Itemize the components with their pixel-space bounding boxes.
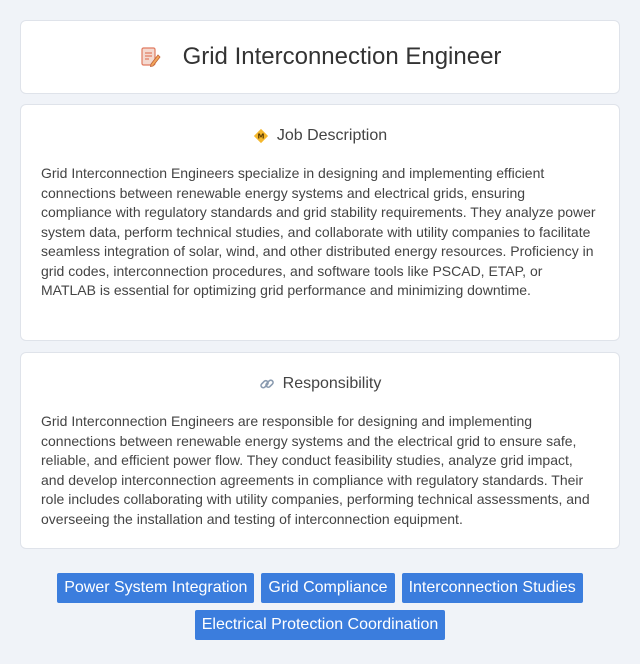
title-card <box>20 20 620 94</box>
page-title: Grid Interconnection Engineer <box>182 43 502 70</box>
responsibility-text: Grid Interconnection Engineers are responsible for designing and implementing connections between renewable energy systems and the electrical grid to ensure safe, reliable, and efficient power flow. They conduct feasibility studies, analyze grid impact, and develop interconnection agreements in compliance with regulatory standards. Their role includes collaborating with utility companies, performing technical assessments, and overseeing the installation and testing of interconnection equipment. <box>41 413 590 527</box>
skill-tag[interactable]: Grid Compliance <box>261 573 394 603</box>
responsibility-section <box>20 352 620 549</box>
responsibility-header <box>41 375 599 393</box>
document-pencil-icon <box>139 46 161 68</box>
skill-tags <box>20 573 620 640</box>
skill-tag[interactable]: Power System Integration <box>57 573 254 603</box>
job-description-section <box>20 104 620 341</box>
skill-tag[interactable]: Interconnection Studies <box>402 573 583 603</box>
link-icon <box>259 376 275 392</box>
diamond-badge-icon <box>253 128 269 144</box>
job-description-header <box>41 127 599 145</box>
responsibility-heading: Responsibility <box>282 375 382 392</box>
svg-text:M: M <box>257 132 265 141</box>
job-description-heading: Job Description <box>276 127 388 144</box>
skill-tag[interactable]: Electrical Protection Coordination <box>195 610 446 640</box>
job-description-text: Grid Interconnection Engineers specialize in designing and implementing efficient connections between renewable energy systems and electrical grids, ensuring compliance with regulatory standards and grid stability requirements. They analyze power system data, perform technical studies, and collaborate with utility companies to facilitate seamless integration of solar, wind, and other distributed energy resources. Proficiency in grid codes, interconnection procedures, and software tools like PSCAD, ETAP, or MATLAB is essential for optimizing grid performance and minimizing downtime. <box>41 165 596 298</box>
